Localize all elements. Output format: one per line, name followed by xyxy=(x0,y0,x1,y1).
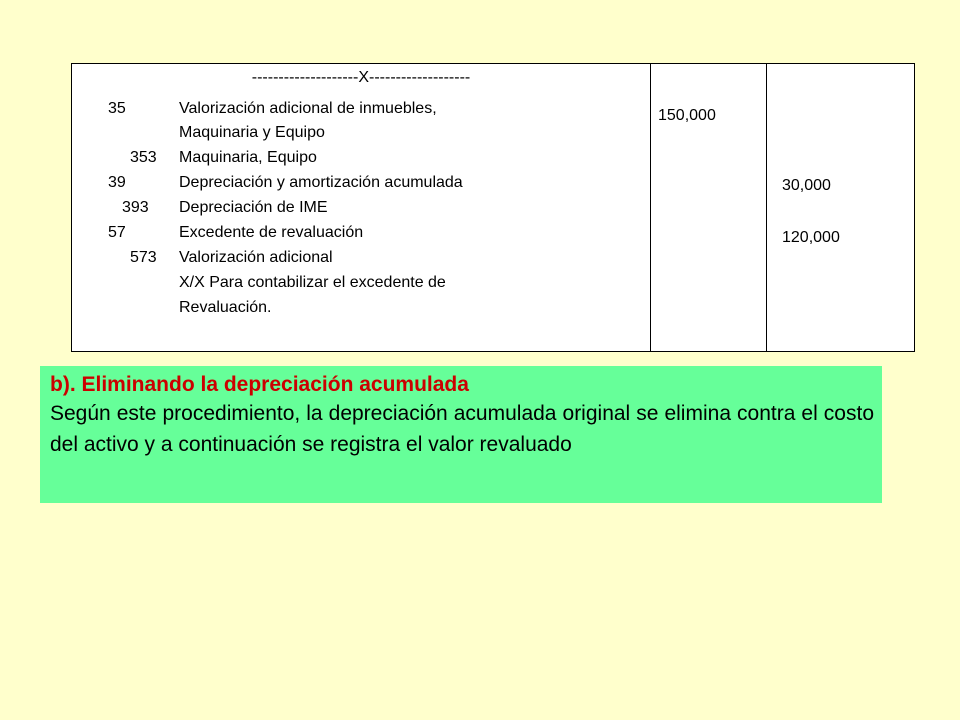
account-description: Maquinaria, Equipo xyxy=(179,149,317,166)
account-code: 35 xyxy=(108,100,126,117)
account-code: 573 xyxy=(130,249,157,266)
account-code: 39 xyxy=(108,174,126,191)
account-description: Valorización adicional xyxy=(179,249,333,266)
note-body: Según este procedimiento, la depreciación acumulada original se elimina contra el costo del activo y a continuación se registra el valor revaluado xyxy=(50,402,874,456)
account-code: 353 xyxy=(130,149,157,166)
entry-gloss: X/X Para contabilizar el excedente de xyxy=(179,274,446,291)
debit-amount: 150,000 xyxy=(658,107,716,124)
account-description: Depreciación y amortización acumulada xyxy=(179,174,463,191)
account-code: 57 xyxy=(108,224,126,241)
column-divider-debit xyxy=(650,64,651,351)
entry-separator: --------------------X------------------- xyxy=(251,69,471,86)
column-divider-credit xyxy=(766,64,767,351)
account-description: Valorización adicional de inmuebles, xyxy=(179,100,437,117)
entry-gloss: Revaluación. xyxy=(179,299,272,316)
credit-amount: 120,000 xyxy=(782,229,840,246)
account-description: Excedente de revaluación xyxy=(179,224,364,241)
account-code: 393 xyxy=(122,199,149,216)
journal-entry-table xyxy=(71,63,915,352)
credit-amount: 30,000 xyxy=(782,177,831,194)
note-title: b). Eliminando la depreciación acumulada xyxy=(50,373,469,396)
account-description: Maquinaria y Equipo xyxy=(179,124,325,141)
account-description: Depreciación de IME xyxy=(179,199,328,216)
method-note-box xyxy=(40,366,882,503)
